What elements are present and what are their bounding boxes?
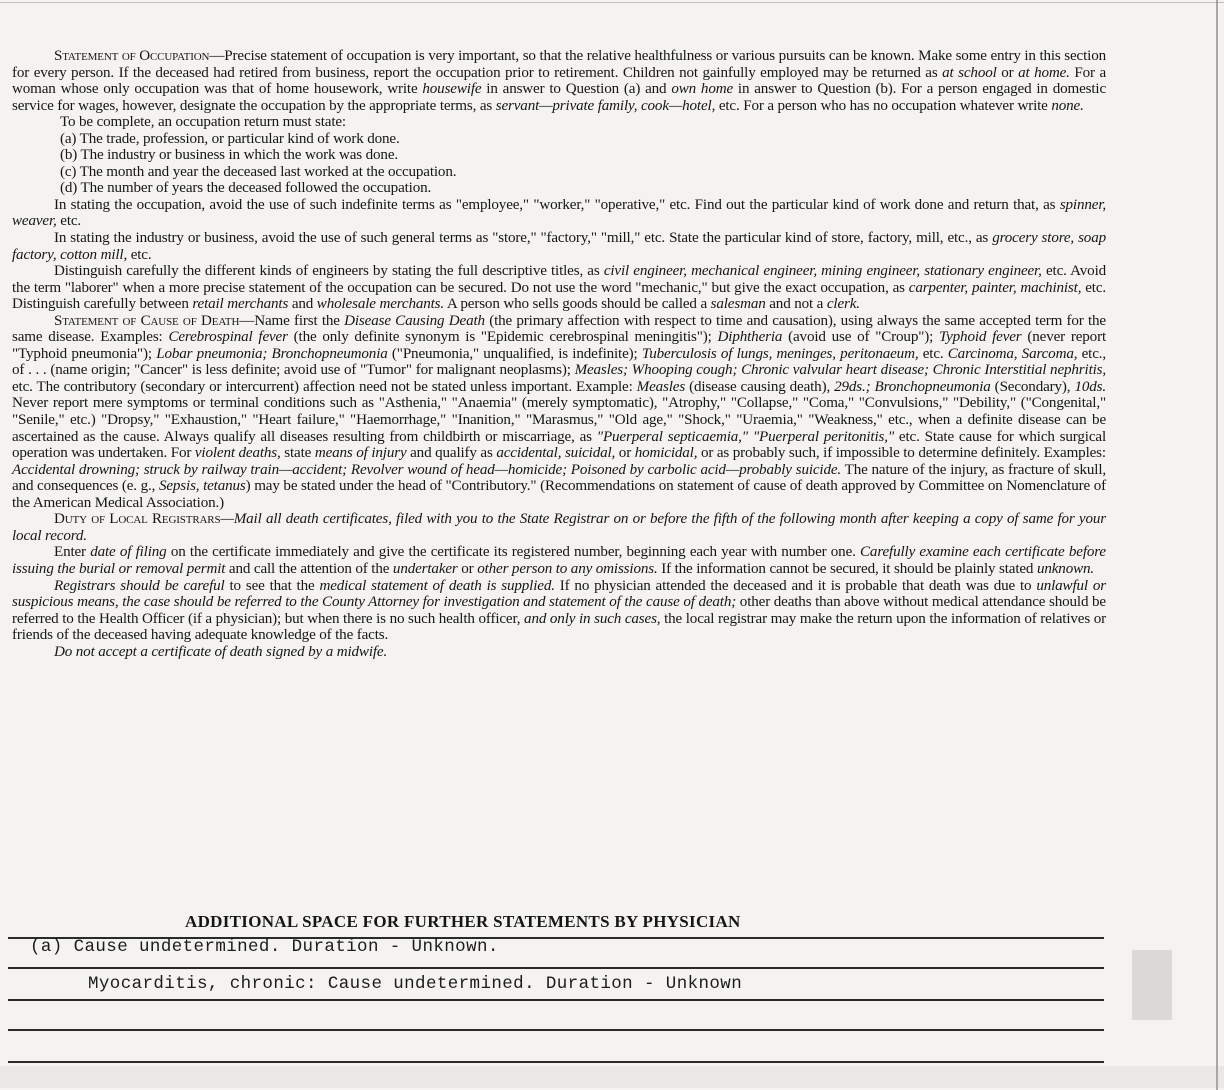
answer-line-2 [8, 967, 1104, 969]
text-run: spinner, weaver, [12, 196, 1106, 230]
additional-space-heading: ADDITIONAL SPACE FOR FURTHER STATEMENTS BY PHYSICIAN [185, 912, 741, 931]
text-run: etc. [918, 345, 948, 362]
text-run: Cerebrospinal fever [168, 329, 288, 346]
text-run: The nature of the injury, as fracture of skull, and consequences (e. g., [12, 461, 1106, 495]
text-run: For a woman whose only occupation was that of home housework, write [12, 64, 1106, 98]
text-run: (the primary affection with respect to time and causation), using always the same accepted term for the same disease. Examples: [12, 312, 1106, 346]
text-run: Measles [636, 378, 686, 395]
text-run: etc. Avoid the term "laborer" when a more precise statement of the occupation can be secured. Do not use the word "mechanic," but give the exact occupation, as [12, 263, 1107, 296]
text-run: Registrars should be careful [54, 577, 225, 594]
text-run: unlawful or suspicious means, the case should be referred to the County Attorney for investigation and statement of the cause of death; [12, 577, 1106, 611]
text-run: 29ds.; Bronchopneumonia [834, 378, 991, 395]
text-run: etc. [127, 246, 152, 263]
occupation-para-4 [12, 263, 1106, 313]
text-run: civil engineer, mechanical engineer, mining engineer, stationary engineer, [603, 263, 1042, 280]
text-run: the local registrar may make the return upon the information of relatives or friends of the deceased having adequate knowledge of the facts. [12, 610, 1107, 644]
occupation-para-1 [12, 48, 1106, 114]
text-run: In stating the industry or business, avoid the use of such general terms as "store," "factory," "mill," etc. State the particular kind of store, factory, mill, etc., as [54, 230, 993, 247]
text-run: Typhoid fever [938, 329, 1022, 346]
text-run: etc. State cause for which surgical operation was undertaken. For [12, 428, 1106, 462]
text-run: and only in such cases, [524, 610, 661, 627]
occupation-list-item-b: (b) The industry or business in which the work was done. [60, 147, 399, 164]
text-run: wholesale merchants. [316, 296, 445, 313]
text-run: —Name first the [239, 312, 345, 329]
occupation-requirements-list [12, 114, 1106, 197]
text-run: 10ds. [1074, 378, 1106, 395]
duty-para-1 [12, 511, 1106, 544]
text-run: Tuberculosis of lungs, meninges, peritonaeum, [641, 345, 919, 362]
text-run: undertaker [392, 560, 458, 577]
text-run: other person to any omissions. [477, 560, 658, 577]
answer-line-5 [8, 1061, 1104, 1063]
cause-of-death-para [12, 313, 1106, 512]
text-run: state [280, 445, 315, 462]
page-top-edge [0, 2, 1224, 3]
text-run: violent deaths, [194, 445, 281, 462]
text-run: and qualify as [406, 445, 497, 462]
text-run: A person who sells goods should be called a [444, 296, 711, 313]
text-run: Lobar pneumonia; Bronchopneumonia [156, 345, 388, 362]
text-run: —Precise statement of occupation is very important, so that the relative healthfulness or various pursuits can be known. Make some entry in this section for every person. If the deceased had retired from business, report the occupation prior to retirement. Children not gainfully employed may be returned as [12, 48, 1106, 81]
occupation-list-item-a: (a) The trade, profession, or particular kind of work done. [60, 130, 400, 147]
text-run: and [288, 296, 317, 313]
page-right-edge [1216, 0, 1218, 1090]
text-run: salesman [710, 296, 766, 313]
text-run: Do not accept a certificate of death signed by a midwife. [54, 643, 388, 660]
text-run: etc. For a person who has no occupation whatever write [715, 97, 1052, 114]
duty-heading: Duty of Local Registrars [54, 511, 221, 528]
text-run: retail merchants [192, 296, 289, 313]
text-run: Enter [54, 544, 91, 561]
occupation-list-item-d: (d) The number of years the deceased followed the occupation. [60, 180, 432, 197]
text-run: ) may be stated under the head of "Contributory." (Recommendations on statement of cause of death approved by Committee on Nomenclature of the American Medical Association.) [12, 478, 1106, 511]
text-run: clerk. [826, 296, 860, 313]
text-run: (disease causing death), [685, 378, 835, 395]
text-run: medical statement of death is supplied. [319, 577, 555, 594]
cause-of-death-heading: Statement of Cause of Death [54, 312, 240, 329]
text-run: Diphtheria [717, 329, 783, 346]
text-run: "Puerperal septicaemia," "Puerperal peritonitis," [596, 428, 895, 445]
occupation-list-intro: To be complete, an occupation return must state: [60, 114, 346, 131]
text-run: and call the attention of the [225, 560, 393, 577]
occupation-para-2 [12, 197, 1106, 230]
answer-line-4 [8, 1029, 1104, 1031]
text-run: Distinguish carefully the different kinds of engineers by stating the full descriptive titles, as [54, 263, 604, 280]
text-run: at home. [1018, 64, 1070, 81]
text-run: on the certificate immediately and give the certificate its registered number, beginning each year with number one. [166, 544, 861, 561]
text-run: unknown. [1036, 560, 1095, 577]
text-run: and not a [765, 296, 827, 313]
text-run: carpenter, painter, machinist, [908, 279, 1082, 296]
answer-line-3 [8, 999, 1104, 1001]
text-run: or [457, 560, 478, 577]
text-run: accidental, suicidal, [496, 445, 616, 462]
text-run: homicidal, [634, 445, 698, 462]
text-run: Disease Causing Death [344, 312, 485, 329]
text-run: (the only definite synonym is "Epidemic cerebrospinal meningitis"); [287, 329, 718, 346]
text-run: Accidental drowning; struck by railway train—accident; Revolver wound of head—homicide; Poisoned by carbolic acid—probably suicide. [12, 461, 842, 478]
text-run: none. [1051, 97, 1084, 114]
text-run: Never report mere symptoms or terminal conditions such as "Asthenia," "Anaemia" (merely symptomatic), "Atrophy," "Collapse," "Coma," "Convulsions," "Debility," ("Congenital," "Senile," etc.) "Dropsy," "Exhaustion," "Heart failure," "Haemorrhage," "Inanition," "Marasmus," "Old age," "Shock," "Uraemia," "Weakness," etc., when a definite disease can be ascertained as the cause. Always qualify all diseases resulting from childbirth or miscarriage, as [12, 395, 1106, 445]
text-run: or [996, 64, 1019, 81]
text-run: or [615, 445, 635, 462]
text-run: at school [942, 64, 997, 81]
text-run: Carcinoma, Sarcoma, [947, 345, 1078, 362]
text-run: (never report "Typhoid pneumonia"); [12, 329, 1106, 362]
duty-para-2 [12, 544, 1106, 577]
duty-para-3 [12, 578, 1106, 644]
text-run: In stating the occupation, avoid the use of such indefinite terms as "employee," "worker," "operative," etc. Find out the particular kind of work done and return that, as [54, 196, 1060, 213]
typed-statement-line-2: Myocarditis, chronic: Cause undetermined. Duration - Unknown [88, 974, 743, 994]
text-run: Measles; Whooping cough; Chronic valvular heart disease; Chronic Interstitial nephritis, [574, 362, 1106, 379]
text-run: to see that the [224, 577, 320, 594]
text-run: in answer to Question (a) and [481, 81, 672, 98]
text-run: in answer to Question (b). For a person engaged in domestic service for wages, however, designate the occupation by the appropriate terms, as [12, 81, 1106, 114]
instructions-text [12, 48, 1106, 660]
text-run: grocery store, soap factory, cotton mill, [12, 230, 1106, 263]
text-run: Carefully examine each certificate before issuing the burial or removal permit [12, 544, 1106, 577]
text-run: other deaths than above without medical attendance should be referred to the Health Officer (if a physician); but when there is no such health officer, [12, 594, 1106, 627]
text-run: etc., of . . . (name origin; "Cancer" is less definite; avoid use of "Tumor" for malignant neoplasms); [12, 345, 1107, 379]
text-run: —Mail all death certificates, filed with you to the State Registrar on or before the fifth of the following month after keeping a copy of same for your local record. [12, 511, 1106, 544]
text-run: etc. [56, 213, 82, 230]
text-run: etc. Distinguish carefully between [12, 279, 1106, 313]
text-run: ("Pneumonia," unqualified, is indefinite); [387, 345, 642, 362]
text-run: (Secondary), [990, 378, 1075, 395]
typed-statement-line-1: (a) Cause undetermined. Duration - Unknown. [30, 937, 499, 957]
text-run: If no physician attended the deceased and it is probable that death was due to [554, 577, 1037, 594]
occupation-list-item-c: (c) The month and year the deceased last worked at the occupation. [60, 163, 457, 180]
text-run: own home [671, 81, 734, 98]
occupation-para-3 [12, 230, 1106, 263]
scan-smudge-bottom [0, 1066, 1224, 1088]
text-run: servant—private family, cook—hotel, [495, 97, 716, 114]
text-run: means of injury [314, 445, 407, 462]
text-run: etc. The contributory (secondary or intercurrent) affection need not be stated unless important. Example: [12, 378, 637, 395]
text-run: Sepsis, tetanus [158, 478, 246, 495]
text-run: If the information cannot be secured, it should be plainly stated [657, 560, 1037, 577]
text-run: (avoid use of "Croup"); [782, 329, 939, 346]
occupation-heading: Statement of Occupation [54, 48, 210, 64]
duty-para-4 [12, 644, 1106, 661]
scan-smudge [1132, 950, 1172, 1020]
text-run: housewife [422, 81, 482, 98]
text-run: or as probably such, if impossible to determine definitely. Examples: [697, 445, 1106, 462]
text-run: date of filing [90, 544, 167, 561]
